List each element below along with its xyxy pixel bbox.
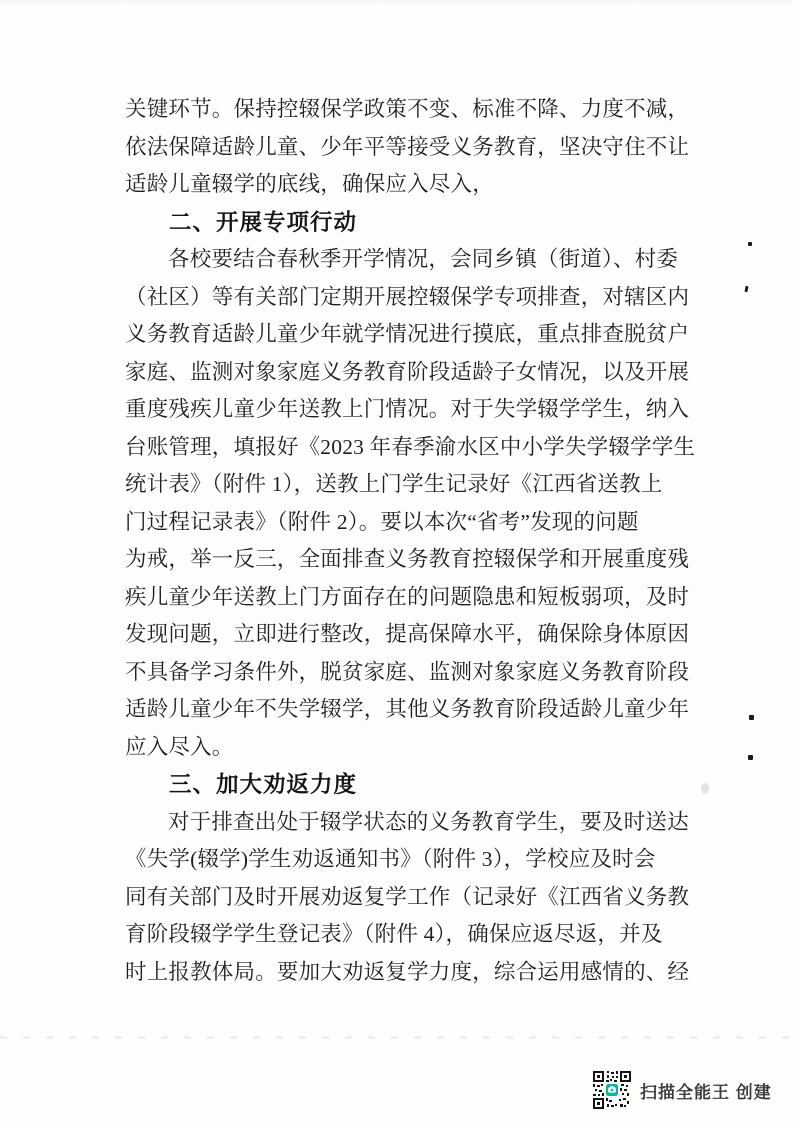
text-line: 《失学(辍学)学生劝返通知书》（附件 3），学校应及时会	[125, 847, 656, 871]
text-line: 适龄儿童少年不失学辍学，其他义务教育阶段适龄儿童少年	[125, 697, 690, 721]
scan-artifact-speck	[749, 715, 754, 720]
text-line: 适龄儿童辍学的底线，确保应入尽入，	[125, 172, 494, 196]
section-heading-2: 二、开展专项行动	[169, 209, 358, 235]
scan-artifact-smudge	[701, 783, 709, 794]
text-line: 时上报教体局。要加大劝返复学力度，综合运用感情的、经	[125, 959, 690, 984]
text-line: 对于排查出处于辍学状态的义务教育学生，要及时送达	[168, 809, 689, 834]
text-line: 不具备学习条件外，脱贫家庭、监测对象家庭义务教育阶段	[125, 659, 690, 684]
text-line: 依法保障适龄儿童、少年平等接受义务教育，坚决守住不让	[125, 134, 690, 159]
text-line: 关键环节。保持控辍保学政策不变、标准不降、力度不减，	[125, 97, 690, 121]
scan-artifact-speck	[748, 755, 753, 760]
scan-artifact-speck	[748, 242, 752, 246]
text-line: 为戒，举一反三，全面排查义务教育控辍保学和开展重度残	[125, 547, 690, 571]
scan-noise-band	[0, 1036, 793, 1039]
text-line: 统计表》（附件 1），送教上门学生记录好《江西省送教上	[125, 472, 663, 496]
text-line: 应入尽入。	[125, 734, 234, 759]
camscanner-watermark	[593, 1071, 772, 1109]
text-line: 各校要结合春秋季开学情况，会同乡镇（街道）、村委	[168, 247, 679, 271]
text-line: 重度残疾儿童少年送教上门情况。对于失学辍学学生，纳入	[125, 397, 690, 421]
text-line: 育阶段辍学学生登记表》（附件 4），确保应返尽返，并及	[125, 922, 663, 946]
section-heading-3: 三、加大劝返力度	[169, 772, 358, 797]
text-line: 发现问题，立即进行整改，提高保障水平，确保除身体原因	[125, 622, 690, 646]
text-line: 义务教育适龄儿童少年就学情况进行摸底，重点排查脱贫户	[125, 322, 690, 346]
document-body	[125, 91, 696, 991]
scan-artifact-speck	[744, 286, 748, 292]
text-line: 家庭、监测对象家庭义务教育阶段适龄子女情况，以及开展	[125, 359, 690, 384]
qr-code-icon	[593, 1071, 631, 1109]
text-line: 台账管理，填报好《2023 年春季渝水区中小学失学辍学学生	[125, 434, 696, 459]
text-line: 门过程记录表》（附件 2）。要以本次“省考”发现的问题	[125, 509, 639, 534]
camscanner-watermark-label: 扫描全能王 创建	[640, 1082, 772, 1102]
text-line: 同有关部门及时开展劝返复学工作（记录好《江西省义务教	[125, 884, 690, 909]
text-line: 疾儿童少年送教上门方面存在的问题隐患和短板弱项，及时	[125, 584, 690, 609]
text-line: （社区）等有关部门定期开展控辍保学专项排查，对辖区内	[125, 284, 690, 309]
